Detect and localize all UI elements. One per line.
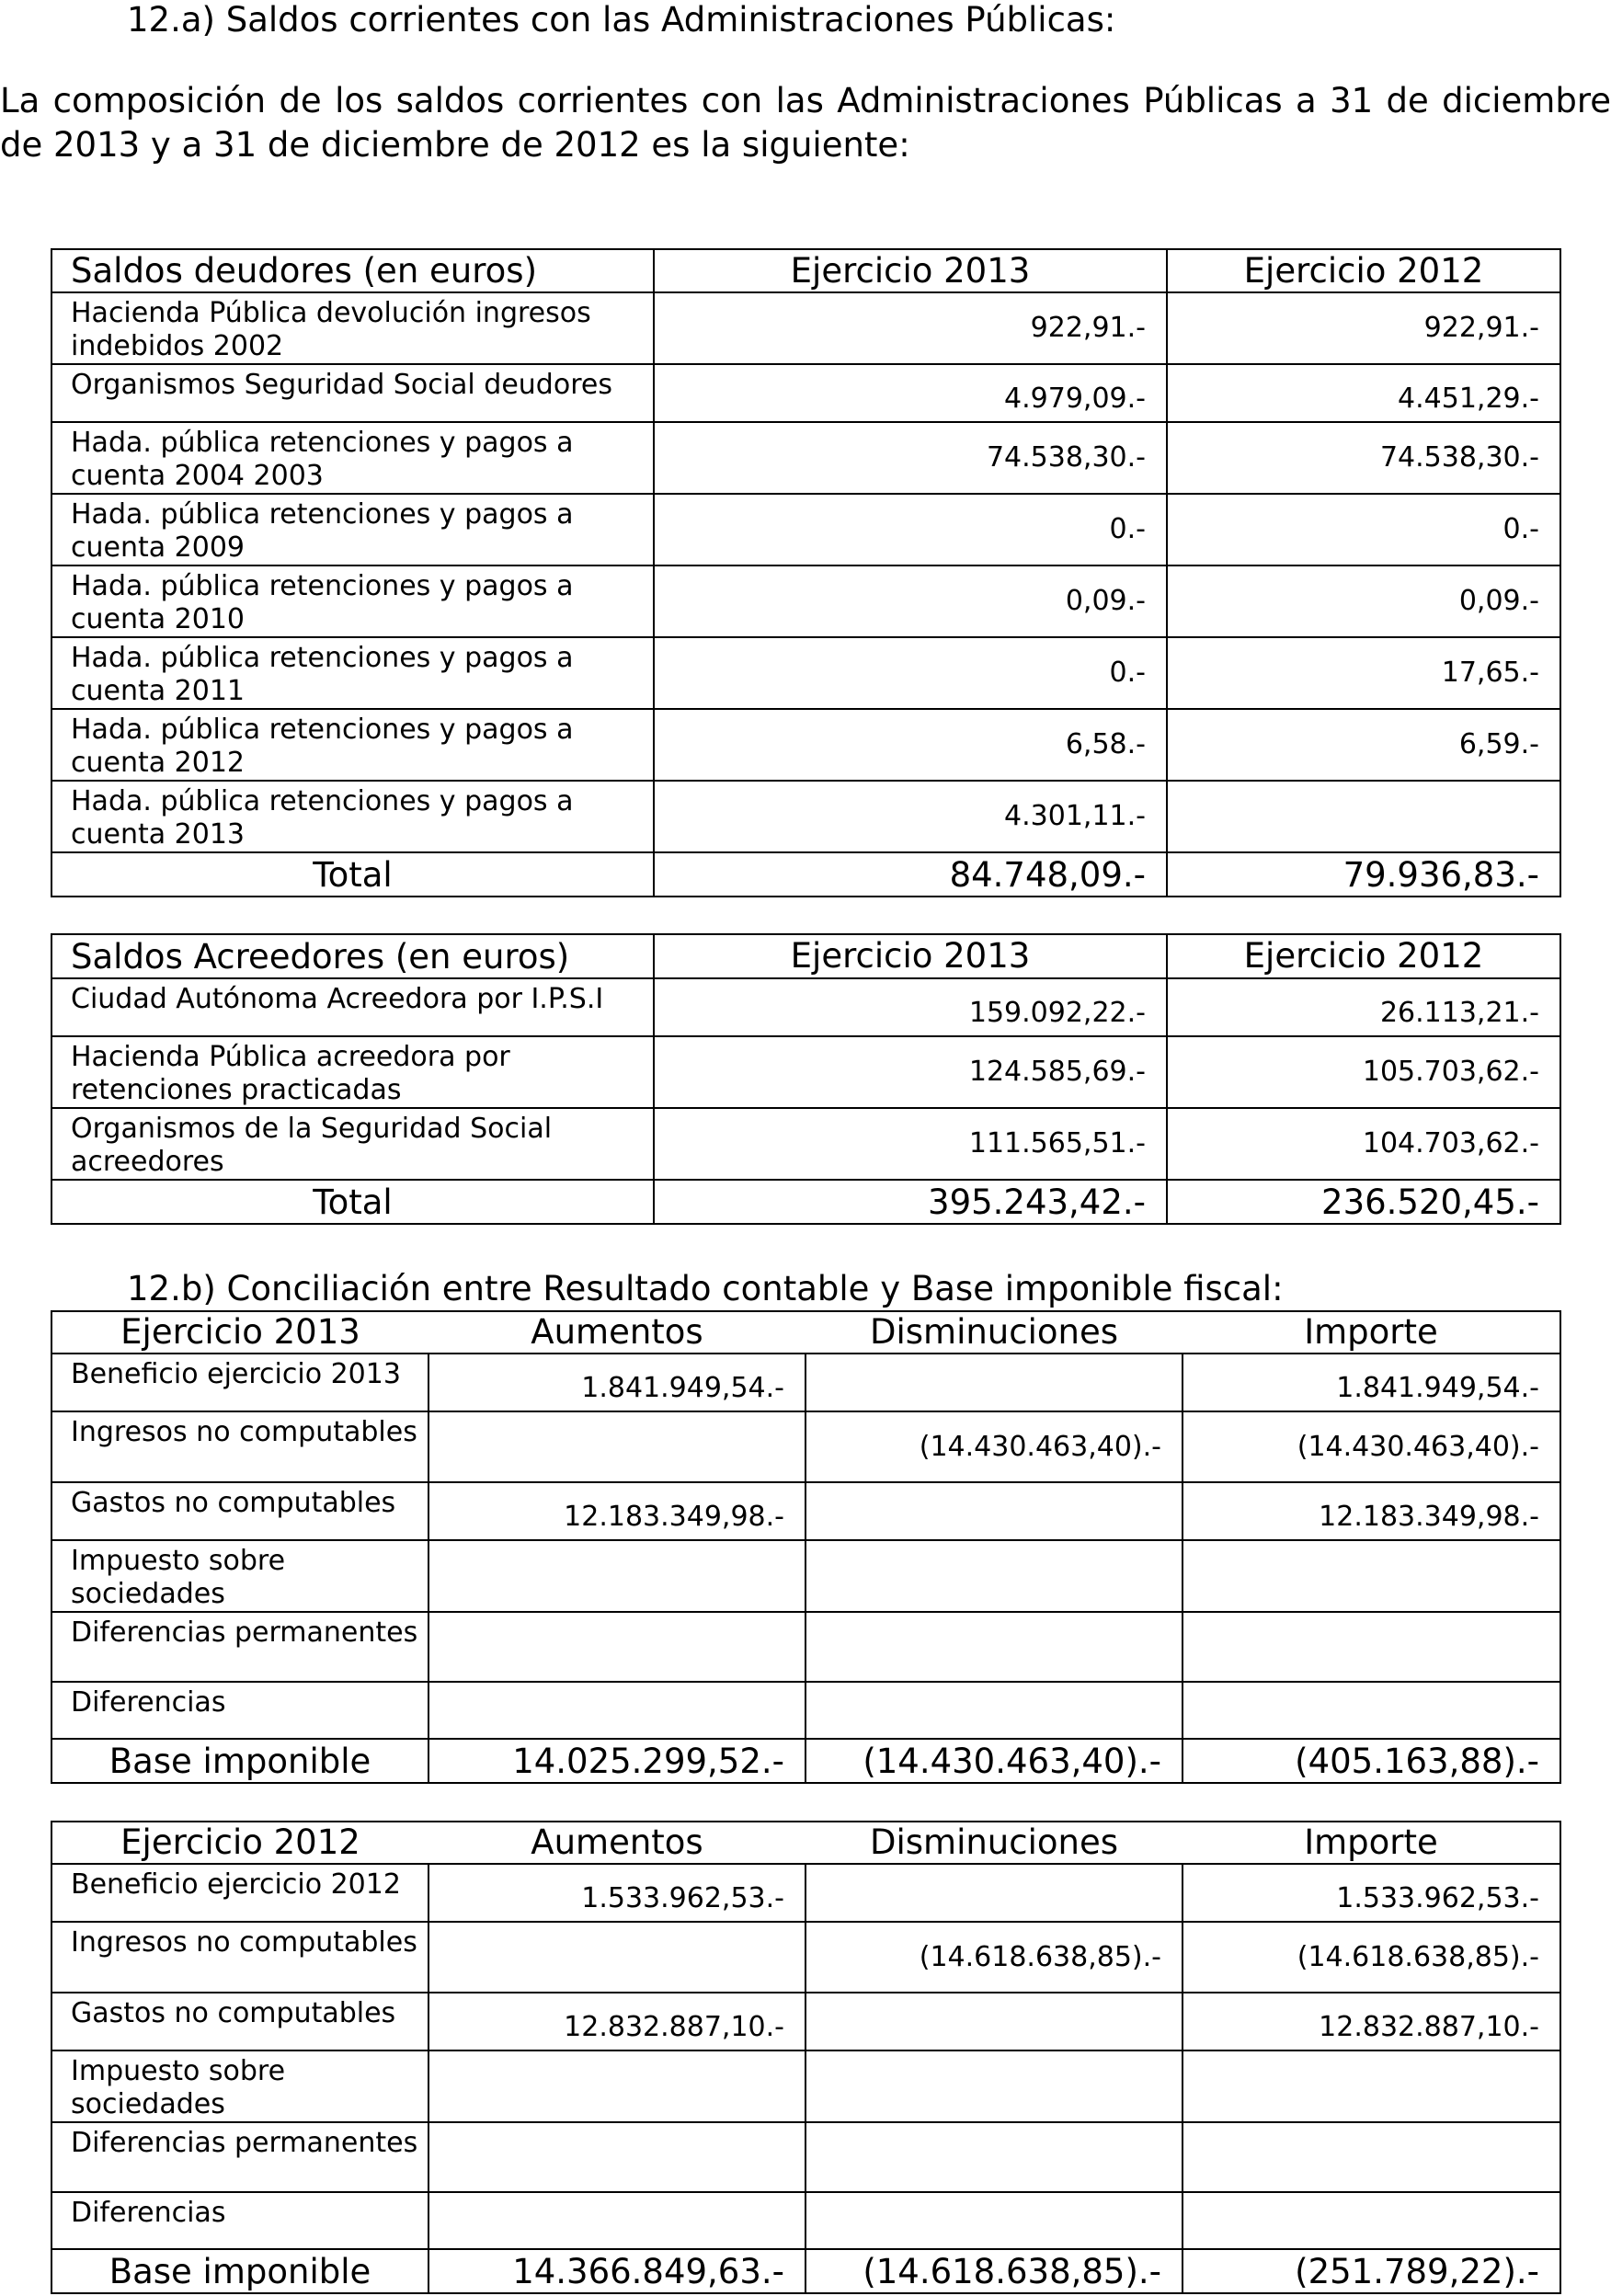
table-row: [51, 292, 1560, 364]
disminuciones-value: [806, 1612, 1183, 1682]
acreedores-header-2013: Ejercicio 2013: [654, 934, 1167, 978]
aumentos-value: 1.841.949,54.-: [428, 1354, 806, 1411]
table-row: [51, 781, 1560, 852]
importe-value: [1183, 2192, 1560, 2249]
table-row: [51, 1540, 1560, 1612]
total-2013: 395.243,42.-: [654, 1180, 1167, 1224]
conciliacion-2013-header-row: [51, 1311, 1560, 1354]
importe-value: [1183, 1682, 1560, 1739]
header-aumentos: Aumentos: [428, 1822, 806, 1864]
header-disminuciones: Disminuciones: [806, 1311, 1183, 1354]
row-label: Diferencias permanentes: [51, 1612, 428, 1682]
value-2013: 111.565,51.-: [654, 1108, 1167, 1180]
deudores-header-2013: Ejercicio 2013: [654, 249, 1167, 292]
aumentos-value: [428, 2050, 806, 2122]
disminuciones-value: (14.430.463,40).-: [806, 1411, 1183, 1482]
intro-paragraph: La composición de los saldos corrientes con las Administraciones Públicas a 31 de diciembre de 2013 y a 31 de diciembre de 2012 es la siguiente:: [0, 81, 1611, 165]
importe-value: (14.430.463,40).-: [1183, 1411, 1560, 1482]
table-row: [51, 2192, 1560, 2249]
row-label: Diferencias: [51, 1682, 428, 1739]
total-row: [51, 1180, 1560, 1224]
disminuciones-value: [806, 1864, 1183, 1922]
aumentos-value: [428, 1682, 806, 1739]
value-2012: 0.-: [1167, 494, 1560, 565]
header-importe: Importe: [1183, 1311, 1560, 1354]
row-label: Ingresos no computables: [51, 1411, 428, 1482]
row-label: Organismos de la Seguridad Social acreedores: [51, 1108, 654, 1180]
deudores-header-label: Saldos deudores (en euros): [51, 249, 654, 292]
value-2013: 4.301,11.-: [654, 781, 1167, 852]
table-row: [51, 1993, 1560, 2050]
disminuciones-value: [806, 1993, 1183, 2050]
disminuciones-value: [806, 1540, 1183, 1612]
table-row: [51, 1864, 1560, 1922]
row-label: Hada. pública retenciones y pagos a cuenta 2013: [51, 781, 654, 852]
disminuciones-value: (14.618.638,85).-: [806, 1922, 1183, 1993]
header-disminuciones: Disminuciones: [806, 1822, 1183, 1864]
total-2012: 79.936,83.-: [1167, 852, 1560, 897]
row-label: Hada. pública retenciones y pagos a cuenta 2011: [51, 637, 654, 709]
value-2012: 0,09.-: [1167, 565, 1560, 637]
table-row: [51, 565, 1560, 637]
disminuciones-value: [806, 2122, 1183, 2192]
disminuciones-value: [806, 2050, 1183, 2122]
table-row: [51, 1108, 1560, 1180]
value-2012: 6,59.-: [1167, 709, 1560, 781]
value-2012: 17,65.-: [1167, 637, 1560, 709]
row-label: Hada. pública retenciones y pagos a cuenta 2012: [51, 709, 654, 781]
acreedores-header-row: [51, 934, 1560, 978]
section-a-heading: 12.a) Saldos corrientes con las Administraciones Públicas:: [127, 0, 1116, 40]
total-2013: 84.748,09.-: [654, 852, 1167, 897]
conciliacion-2013-table: [51, 1310, 1561, 1784]
aumentos-value: 12.183.349,98.-: [428, 1482, 806, 1540]
disminuciones-value: [806, 2192, 1183, 2249]
table-row: [51, 1922, 1560, 1993]
row-label: Impuesto sobre sociedades: [51, 1540, 428, 1612]
total-row: [51, 2249, 1560, 2293]
aumentos-value: [428, 1540, 806, 1612]
value-2013: 922,91.-: [654, 292, 1167, 364]
value-2013: 124.585,69.-: [654, 1036, 1167, 1108]
value-2012: 922,91.-: [1167, 292, 1560, 364]
value-2013: 4.979,09.-: [654, 364, 1167, 422]
value-2013: 6,58.-: [654, 709, 1167, 781]
table-row: [51, 1411, 1560, 1482]
value-2013: 0,09.-: [654, 565, 1167, 637]
value-2012: 74.538,30.-: [1167, 422, 1560, 494]
table-row: [51, 422, 1560, 494]
value-2012: 105.703,62.-: [1167, 1036, 1560, 1108]
importe-value: 12.832.887,10.-: [1183, 1993, 1560, 2050]
value-2013: 0.-: [654, 637, 1167, 709]
total-label: Base imponible: [51, 1739, 428, 1783]
table-row: [51, 1682, 1560, 1739]
row-label: Beneficio ejercicio 2012: [51, 1864, 428, 1922]
row-label: Gastos no computables: [51, 1993, 428, 2050]
table-row: [51, 364, 1560, 422]
row-label: Gastos no computables: [51, 1482, 428, 1540]
total-disminuciones: (14.618.638,85).-: [806, 2249, 1183, 2293]
importe-value: [1183, 1540, 1560, 1612]
aumentos-value: [428, 1922, 806, 1993]
value-2012: [1167, 781, 1560, 852]
value-2012: 4.451,29.-: [1167, 364, 1560, 422]
row-label: Hada. pública retenciones y pagos a cuenta 2010: [51, 565, 654, 637]
row-label: Hacienda Pública acreedora por retenciones practicadas: [51, 1036, 654, 1108]
aumentos-value: [428, 1612, 806, 1682]
acreedores-header-2012: Ejercicio 2012: [1167, 934, 1560, 978]
importe-value: [1183, 2122, 1560, 2192]
deudores-header-2012: Ejercicio 2012: [1167, 249, 1560, 292]
aumentos-value: 12.832.887,10.-: [428, 1993, 806, 2050]
row-label: Beneficio ejercicio 2013: [51, 1354, 428, 1411]
row-label: Diferencias permanentes: [51, 2122, 428, 2192]
table-row: [51, 637, 1560, 709]
total-disminuciones: (14.430.463,40).-: [806, 1739, 1183, 1783]
header-ejercicio: Ejercicio 2013: [51, 1311, 428, 1354]
aumentos-value: 1.533.962,53.-: [428, 1864, 806, 1922]
disminuciones-value: [806, 1482, 1183, 1540]
row-label: Diferencias: [51, 2192, 428, 2249]
disminuciones-value: [806, 1354, 1183, 1411]
row-label: Organismos Seguridad Social deudores: [51, 364, 654, 422]
value-2012: 26.113,21.-: [1167, 978, 1560, 1036]
total-importe: (405.163,88).-: [1183, 1739, 1560, 1783]
total-aumentos: 14.366.849,63.-: [428, 2249, 806, 2293]
total-2012: 236.520,45.-: [1167, 1180, 1560, 1224]
table-row: [51, 2122, 1560, 2192]
value-2012: 104.703,62.-: [1167, 1108, 1560, 1180]
importe-value: 1.841.949,54.-: [1183, 1354, 1560, 1411]
table-row: [51, 1482, 1560, 1540]
importe-value: 12.183.349,98.-: [1183, 1482, 1560, 1540]
deudores-header-row: [51, 249, 1560, 292]
section-b-heading: 12.b) Conciliación entre Resultado contable y Base imponible fiscal:: [127, 1269, 1284, 1308]
aumentos-value: [428, 2192, 806, 2249]
row-label: Hacienda Pública devolución ingresos indebidos 2002: [51, 292, 654, 364]
conciliacion-2012-table: [51, 1821, 1561, 2294]
row-label: Ingresos no computables: [51, 1922, 428, 1993]
total-label: Base imponible: [51, 2249, 428, 2293]
total-row: [51, 1739, 1560, 1783]
aumentos-value: [428, 2122, 806, 2192]
row-label: Hada. pública retenciones y pagos a cuenta 2004 2003: [51, 422, 654, 494]
table-row: [51, 1036, 1560, 1108]
importe-value: [1183, 2050, 1560, 2122]
deudores-table: [51, 248, 1561, 897]
total-importe: (251.789,22).-: [1183, 2249, 1560, 2293]
aumentos-value: [428, 1411, 806, 1482]
total-aumentos: 14.025.299,52.-: [428, 1739, 806, 1783]
table-row: [51, 1354, 1560, 1411]
table-row: [51, 494, 1560, 565]
importe-value: [1183, 1612, 1560, 1682]
header-ejercicio: Ejercicio 2012: [51, 1822, 428, 1864]
importe-value: (14.618.638,85).-: [1183, 1922, 1560, 1993]
total-label: Total: [51, 1180, 654, 1224]
acreedores-table: [51, 933, 1561, 1225]
row-label: Ciudad Autónoma Acreedora por I.P.S.I: [51, 978, 654, 1036]
conciliacion-2012-header-row: [51, 1822, 1560, 1864]
importe-value: 1.533.962,53.-: [1183, 1864, 1560, 1922]
acreedores-header-label: Saldos Acreedores (en euros): [51, 934, 654, 978]
table-row: [51, 2050, 1560, 2122]
header-importe: Importe: [1183, 1822, 1560, 1864]
value-2013: 159.092,22.-: [654, 978, 1167, 1036]
total-row: [51, 852, 1560, 897]
table-row: [51, 978, 1560, 1036]
disminuciones-value: [806, 1682, 1183, 1739]
header-aumentos: Aumentos: [428, 1311, 806, 1354]
row-label: Impuesto sobre sociedades: [51, 2050, 428, 2122]
row-label: Hada. pública retenciones y pagos a cuenta 2009: [51, 494, 654, 565]
value-2013: 74.538,30.-: [654, 422, 1167, 494]
total-label: Total: [51, 852, 654, 897]
table-row: [51, 1612, 1560, 1682]
table-row: [51, 709, 1560, 781]
value-2013: 0.-: [654, 494, 1167, 565]
